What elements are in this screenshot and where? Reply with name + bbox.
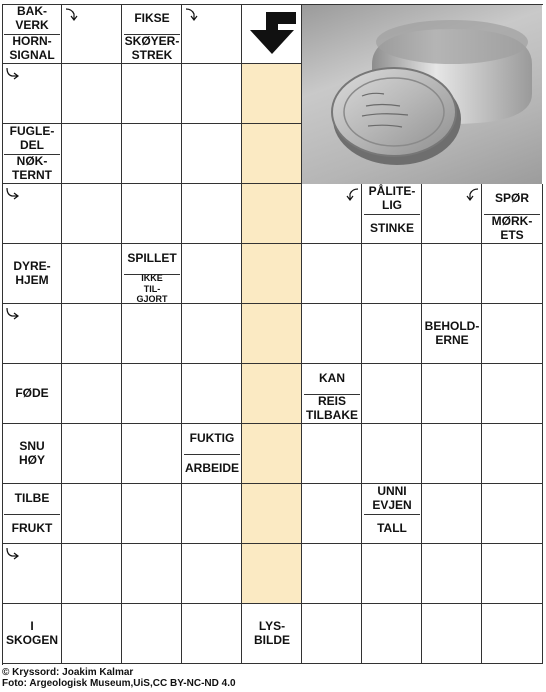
grid-cell[interactable] — [362, 424, 422, 484]
grid-cell[interactable] — [422, 604, 482, 664]
clue-label: SPØR — [494, 191, 529, 206]
grid-cell[interactable] — [422, 364, 482, 424]
left-down-arrow-icon — [464, 186, 480, 202]
grid-cell[interactable] — [122, 184, 182, 244]
down-right-arrow-icon — [4, 306, 20, 322]
grid-cell[interactable] — [482, 364, 543, 424]
clue-label: FUKTIG — [189, 431, 235, 446]
clue-label: FUGLE- DEL — [9, 124, 55, 152]
grid-cell[interactable] — [62, 364, 122, 424]
grid-cell[interactable] — [62, 604, 122, 664]
grid-cell[interactable] — [122, 124, 182, 184]
credit-photo: Foto: Argeologisk Museum,UiS,CC BY-NC-ND 4.0 — [2, 678, 236, 689]
grid-cell[interactable] — [302, 244, 362, 304]
grid-cell[interactable] — [422, 244, 482, 304]
grid-cell[interactable] — [482, 304, 543, 364]
grid-cell[interactable] — [242, 304, 302, 364]
clue-label: LYS- BILDE — [254, 619, 290, 647]
silver-box-photo — [302, 4, 542, 184]
clue-label: TALL — [377, 521, 407, 536]
clue-label: SKØYER- STREK — [124, 34, 180, 62]
silver-box-illustration — [302, 4, 542, 184]
clue-label: STINKE — [369, 221, 414, 236]
grid-cell[interactable] — [62, 244, 122, 304]
grid-cell[interactable] — [182, 184, 242, 244]
grid-cell[interactable] — [422, 484, 482, 544]
grid-cell[interactable] — [182, 604, 242, 664]
grid-cell[interactable] — [302, 424, 362, 484]
down-right-arrow-icon — [4, 186, 20, 202]
solution-arrow-icon — [242, 4, 302, 64]
grid-cell[interactable] — [422, 424, 482, 484]
grid-cell[interactable] — [62, 484, 122, 544]
grid-cell[interactable] — [482, 544, 543, 604]
clue-label: ARBEIDE — [184, 461, 239, 476]
clue-label: SNU HØY — [18, 439, 45, 467]
grid-cell[interactable] — [62, 544, 122, 604]
clue-label: I SKOGEN — [5, 619, 58, 647]
grid-cell[interactable] — [182, 244, 242, 304]
grid-cell[interactable] — [482, 244, 543, 304]
clue-label: MØRK- ETS — [491, 214, 533, 242]
grid-cell[interactable] — [62, 424, 122, 484]
grid-cell[interactable] — [122, 604, 182, 664]
grid-cell[interactable] — [362, 244, 422, 304]
grid-cell[interactable] — [122, 364, 182, 424]
grid-cell[interactable] — [62, 64, 122, 124]
clue-label: PÅLITE- LIG — [368, 184, 416, 212]
clue-label: NØK- TERNT — [12, 154, 52, 182]
grid-cell[interactable] — [122, 64, 182, 124]
grid-cell[interactable] — [242, 484, 302, 544]
clue-label: BAK- VERK — [15, 4, 49, 32]
down-right-arrow-icon — [4, 546, 20, 562]
down-right-arrow-icon — [4, 66, 20, 82]
grid-cell[interactable] — [362, 364, 422, 424]
clue-label: TILBE — [14, 491, 50, 506]
clue-label: UNNI EVJEN — [372, 484, 412, 512]
grid-cell[interactable] — [62, 124, 122, 184]
grid-cell[interactable] — [302, 484, 362, 544]
clue-label: FØDE — [15, 386, 49, 401]
grid-cell[interactable] — [242, 244, 302, 304]
grid-cell[interactable] — [122, 544, 182, 604]
grid-cell[interactable] — [122, 304, 182, 364]
grid-cell[interactable] — [482, 424, 543, 484]
grid-cell[interactable] — [62, 304, 122, 364]
right-down-arrow-icon — [64, 6, 80, 22]
left-down-arrow-icon — [344, 186, 360, 202]
grid-cell[interactable] — [182, 124, 242, 184]
grid-cell[interactable] — [242, 424, 302, 484]
grid-cell[interactable] — [122, 484, 182, 544]
grid-cell[interactable] — [242, 184, 302, 244]
grid-cell[interactable] — [362, 604, 422, 664]
grid-cell[interactable] — [362, 304, 422, 364]
clue-label: REIS TILBAKE — [306, 394, 358, 422]
credit-crossword: © Kryssord: Joakim Kalmar — [2, 667, 134, 678]
grid-cell[interactable] — [182, 64, 242, 124]
clue-label: SPILLET — [127, 251, 177, 266]
grid-cell[interactable] — [122, 424, 182, 484]
clue-label: KAN — [319, 371, 345, 386]
grid-cell[interactable] — [362, 544, 422, 604]
clue-label: FRUKT — [11, 521, 53, 536]
grid-cell[interactable] — [182, 484, 242, 544]
clue-label: IKKE TIL- GJORT — [136, 273, 168, 305]
clue-label: DYRE- HJEM — [13, 259, 51, 287]
grid-cell[interactable] — [62, 184, 122, 244]
grid-cell[interactable] — [422, 544, 482, 604]
clue-label: HORN- SIGNAL — [9, 34, 55, 62]
grid-cell[interactable] — [242, 364, 302, 424]
grid-cell[interactable] — [182, 304, 242, 364]
grid-cell[interactable] — [302, 604, 362, 664]
clue-label: BEHOLD- ERNE — [424, 319, 480, 347]
grid-cell[interactable] — [482, 604, 543, 664]
grid-cell[interactable] — [242, 544, 302, 604]
grid-cell[interactable] — [242, 64, 302, 124]
grid-cell[interactable] — [302, 304, 362, 364]
right-down-arrow-icon — [184, 6, 200, 22]
grid-cell[interactable] — [242, 124, 302, 184]
grid-cell[interactable] — [302, 544, 362, 604]
grid-cell[interactable] — [182, 544, 242, 604]
grid-cell[interactable] — [182, 364, 242, 424]
grid-cell[interactable] — [482, 484, 543, 544]
clue-label: FIKSE — [134, 11, 170, 26]
